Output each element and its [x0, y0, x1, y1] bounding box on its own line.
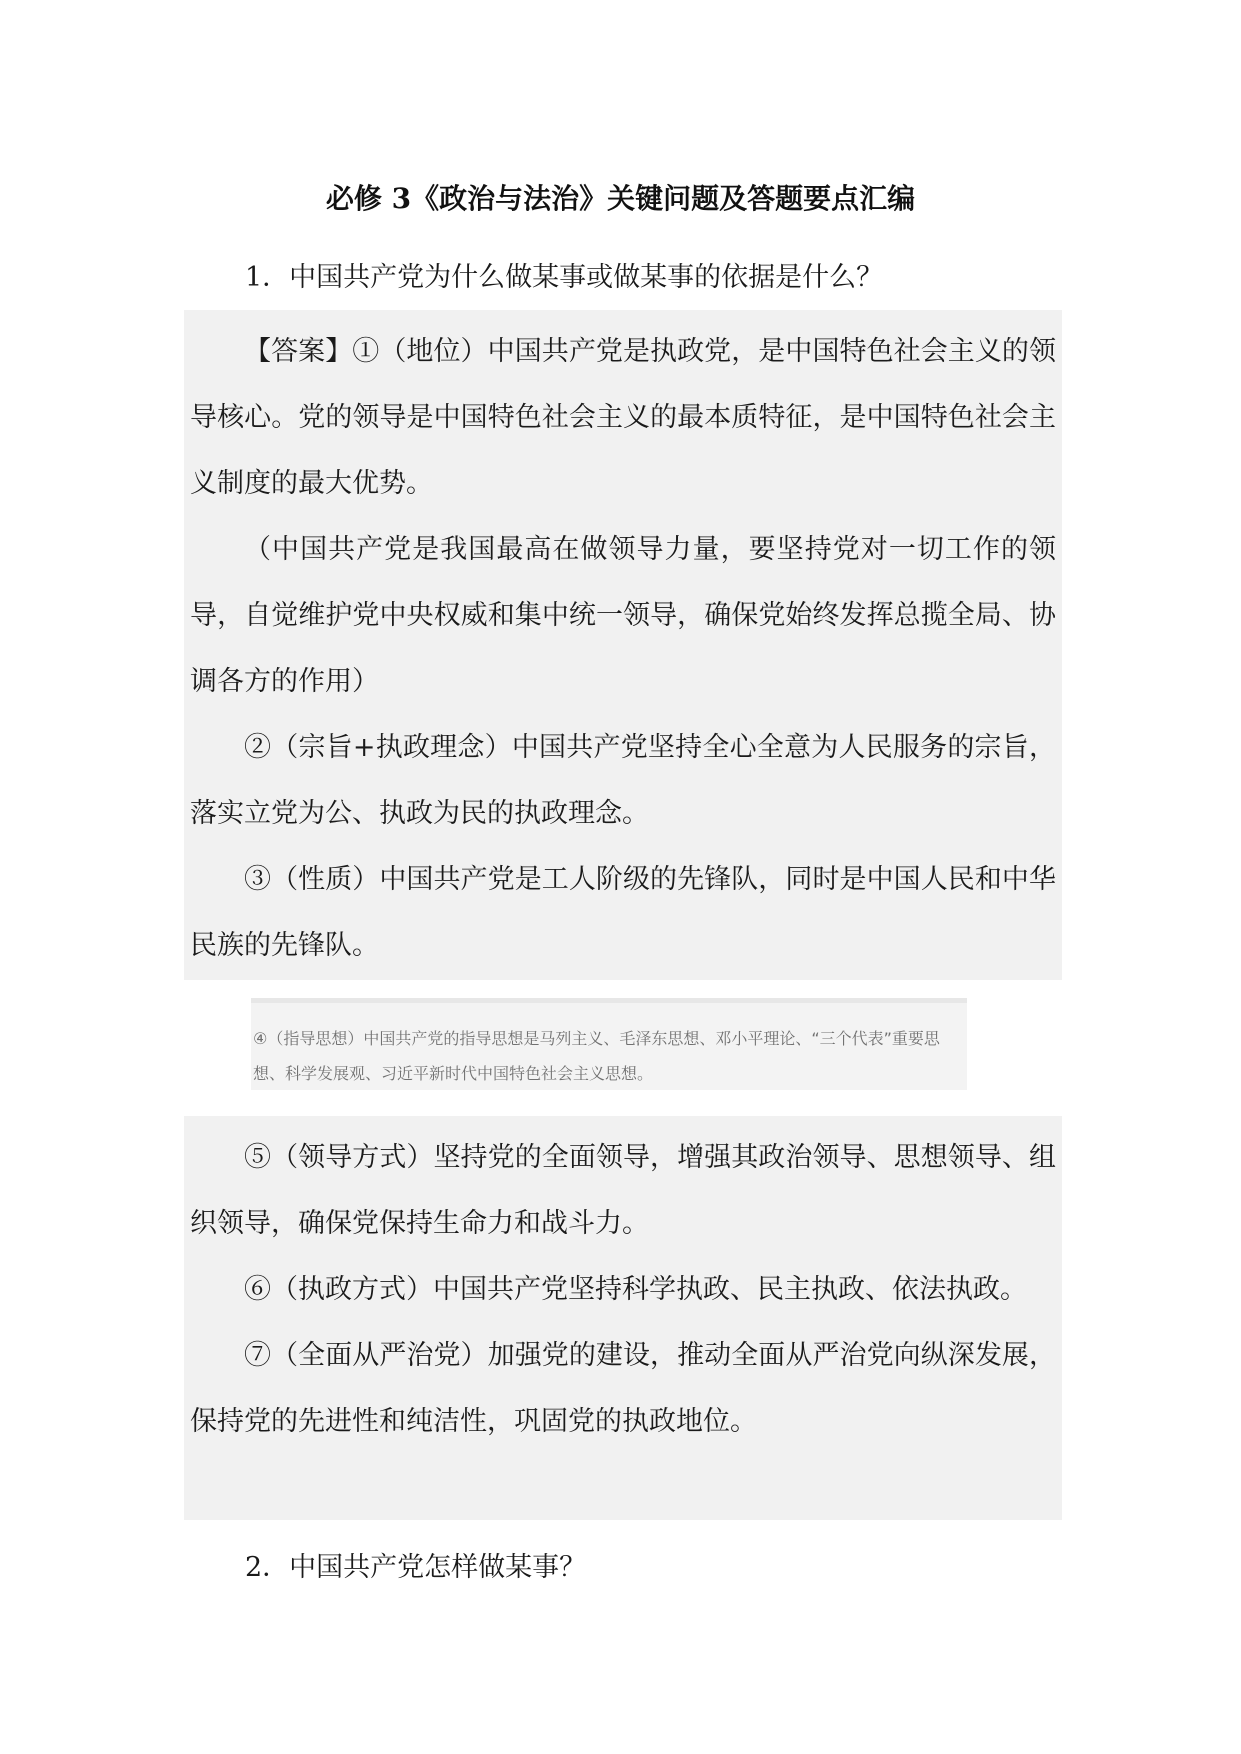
inserted-note: ④（指导思想）中国共产党的指导思想是马列主义、毛泽东思想、邓小平理论、“三个代表”重要思想、科学发展观、习近平新时代中国特色社会主义思想。 — [251, 998, 967, 1090]
answer-paragraph-4: ③（性质）中国共产党是工人阶级的先锋队，同时是中国人民和中华民族的先锋队。 — [190, 864, 1056, 961]
answer-paragraph-3: ②（宗旨+执政理念）中国共产党坚持全心全意为人民服务的宗旨，落实立党为公、执政为民的执政理念。 — [190, 732, 1056, 829]
answer-block-1 — [184, 310, 1062, 980]
page-title: 必修 3《政治与法治》关键问题及答题要点汇编 — [325, 181, 916, 215]
question-2: 2．中国共产党怎样做某事？ — [245, 1552, 587, 1583]
answer-paragraph-6: ⑥（执政方式）中国共产党坚持科学执政、民主执政、依法执政。 — [244, 1274, 1027, 1305]
answer-paragraph-5: ⑤（领导方式）坚持党的全面领导，增强其政治领导、思想领导、组织领导，确保党保持生命力和战斗力。 — [190, 1142, 1056, 1239]
answer-block-2 — [184, 1116, 1062, 1520]
answer-paragraph-1: 【答案】①（地位）中国共产党是执政党，是中国特色社会主义的领导核心。党的领导是中国特色社会主义的最本质特征，是中国特色社会主义制度的最大优势。 — [190, 336, 1056, 499]
answer-paragraph-2: （中国共产党是我国最高在做领导力量，要坚持党对一切工作的领导，自觉维护党中央权威和集中统一领导，确保党始终发挥总揽全局、协调各方的作用） — [190, 534, 1056, 697]
question-1: 1．中国共产党为什么做某事或做某事的依据是什么？ — [245, 262, 884, 293]
answer-paragraph-7: ⑦（全面从严治党）加强党的建设，推动全面从严治党向纵深发展，保持党的先进性和纯洁性，巩固党的执政地位。 — [190, 1340, 1056, 1437]
